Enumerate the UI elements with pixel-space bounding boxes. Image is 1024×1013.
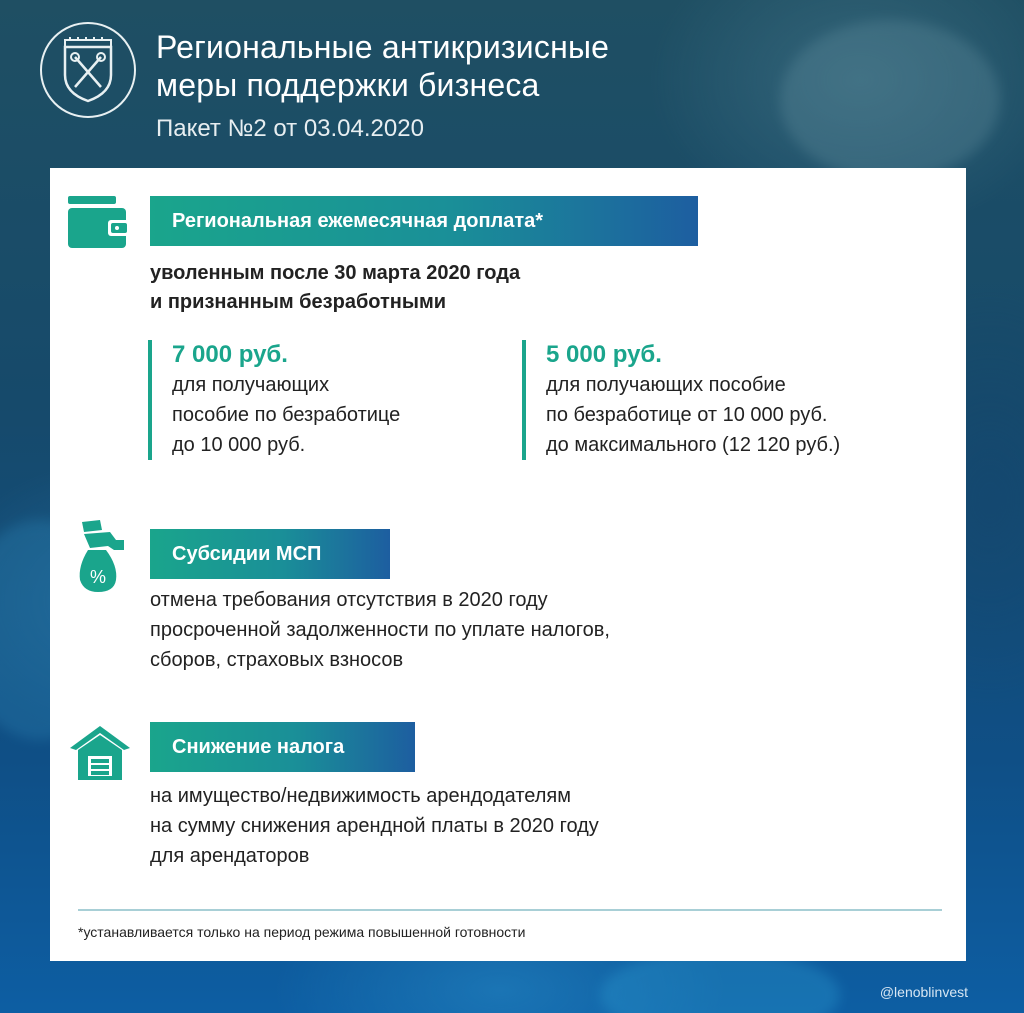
warehouse-icon <box>68 724 132 785</box>
social-handle: @lenoblinvest <box>879 984 968 1000</box>
page-title-line1: Региональные антикризисные <box>156 29 610 65</box>
section-text-line: на имущество/недвижимость арендодателям <box>150 785 571 807</box>
payment-option-5000 <box>522 340 840 460</box>
payment-desc-line: пособие по безработице <box>172 404 401 426</box>
section-label-sme-subsidies: Субсидии МСП <box>150 529 390 579</box>
header <box>40 20 609 144</box>
page-title-line2: меры поддержки бизнеса <box>156 67 540 103</box>
payment-desc-line: до максимального (12 120 руб.) <box>546 434 841 456</box>
payment-desc-line: по безработице от 10 000 руб. <box>546 404 828 426</box>
section-text-line: просроченной задолженности по уплате налогов, <box>150 619 610 641</box>
payment-desc-line: для получающих <box>172 374 330 396</box>
footnote: *устанавливается только на период режима повышенной готовности <box>78 924 526 940</box>
svg-text:%: % <box>89 567 107 587</box>
payment-desc-line: для получающих пособие <box>546 374 786 396</box>
section-text-line: на сумму снижения арендной платы в 2020 году <box>150 815 599 837</box>
leningrad-oblast-coat-of-arms-icon <box>40 22 136 118</box>
wallet-icon <box>68 196 130 253</box>
section-text-line: для арендаторов <box>150 845 310 867</box>
money-bag-percent-icon <box>74 520 132 597</box>
section-text-line: сборов, страховых взносов <box>150 649 404 671</box>
payment-amount: 7 000 руб. <box>172 341 288 368</box>
section-intro-line2: и признанным безработными <box>150 291 447 313</box>
payment-desc-line: до 10 000 руб. <box>172 434 306 456</box>
footnote-divider <box>78 909 942 911</box>
page-subtitle: Пакет №2 от 03.04.2020 <box>156 115 424 142</box>
content-card <box>50 168 966 961</box>
payment-amount: 5 000 руб. <box>546 341 662 368</box>
section-text-line: отмена требования отсутствия в 2020 году <box>150 589 548 611</box>
section-intro-line1: уволенным после 30 марта 2020 года <box>150 262 521 284</box>
section-label-tax-reduction: Снижение налога <box>150 722 415 772</box>
section-label-monthly-payment: Региональная ежемесячная доплата* <box>150 196 698 246</box>
payment-option-7000 <box>148 340 400 460</box>
